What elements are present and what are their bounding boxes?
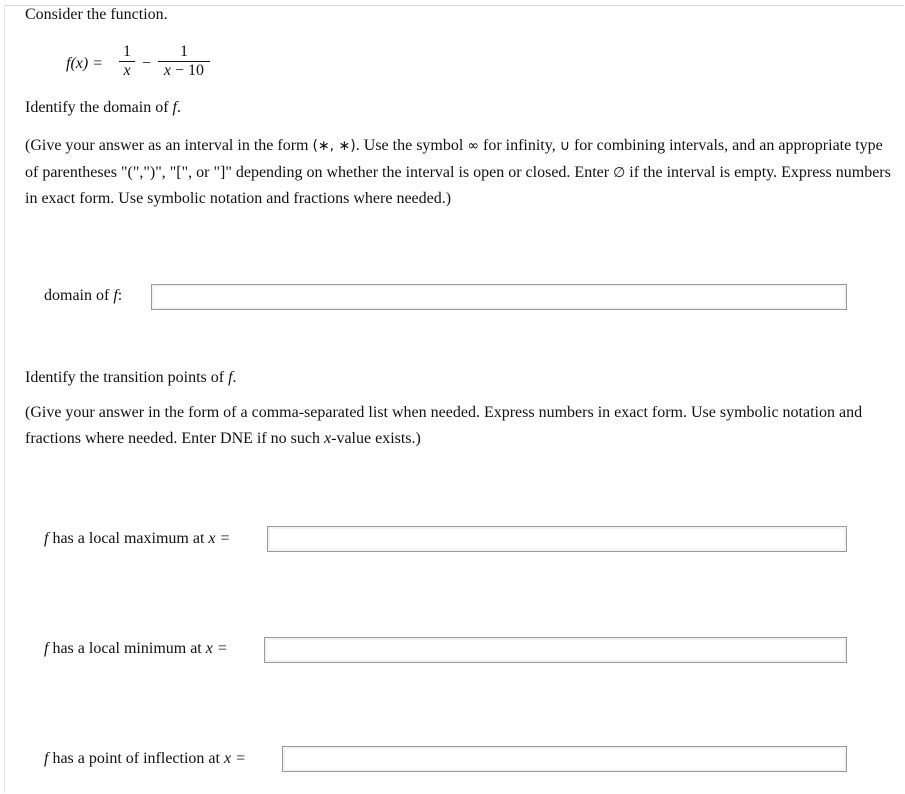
transition-prompt: Identify the transition points of f. <box>25 369 237 386</box>
fraction-1-over-x-minus-10 <box>158 43 210 80</box>
local-minimum-input[interactable] <box>264 637 847 663</box>
domain-instructions: (Give your answer as an interval in the form (∗, ∗). Use the symbol ∞ for infinity, ∪ for combining intervals, and an appropriate type of parentheses "(",")", "[", or "]" depending on whether the interval is open or closed. Enter ∅ if the interval is empty. Express numbers in exact form. Use symbolic notation and fractions where needed.) <box>25 137 891 207</box>
domain-input[interactable] <box>151 284 847 310</box>
fraction-1-numerator: 1 <box>123 43 131 60</box>
question-panel <box>4 5 904 793</box>
inflection-point-input[interactable] <box>282 746 847 772</box>
empty-set-symbol: ∅ <box>613 164 626 181</box>
union-symbol: ∪ <box>559 138 570 154</box>
domain-prompt: Identify the domain of f. <box>25 99 181 116</box>
transition-instructions: (Give your answer in the form of a comma-separated list when needed. Express numbers in exact form. Use symbolic notation and fractions where needed. Enter DNE if no such x-value exists.) <box>25 404 863 447</box>
local-maximum-label: f has a local maximum at x = <box>44 530 231 547</box>
local-minimum-label: f has a local minimum at x = <box>44 640 228 657</box>
infinity-symbol: ∞ <box>467 138 479 154</box>
fraction-1-denominator: x <box>123 62 131 79</box>
local-maximum-input[interactable] <box>267 526 847 552</box>
domain-field-label: domain of f: <box>44 287 123 304</box>
minus-sign: − <box>142 55 152 72</box>
intro-text: Consider the function. <box>25 6 168 23</box>
function-lhs: f(x) = <box>66 55 103 72</box>
inflection-point-label: f has a point of inflection at x = <box>44 750 246 767</box>
fraction-1-over-x <box>119 43 135 80</box>
fraction-2-numerator: 1 <box>180 43 188 60</box>
fraction-2-denominator: x − 10 <box>163 62 205 79</box>
